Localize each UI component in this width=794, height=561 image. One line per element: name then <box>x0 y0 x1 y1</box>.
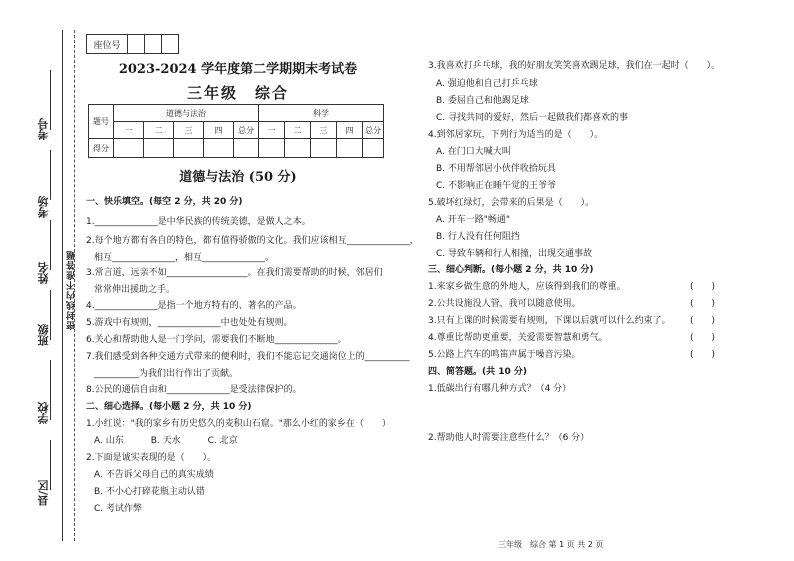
tihao-header: 题号 <box>89 105 114 139</box>
score-cell[interactable] <box>204 139 234 158</box>
seat-digit-box[interactable] <box>128 35 145 54</box>
col-3: 三 <box>174 122 204 139</box>
q2-options: A. 山东 B. 天水 C. 北京 <box>94 436 238 446</box>
q2-item: 2.下面是诚实表现的是（ ）。 <box>86 453 217 463</box>
q2-item: 1.小红说："我的家乡有历史悠久的麦积山石窟。"那么小红的家乡在（ ） <box>86 419 391 429</box>
q1-heading: 一、快乐填空。(每空 2 分，共 20 分) <box>86 197 243 207</box>
seat-number-box <box>86 34 179 54</box>
col-2: 二 <box>144 122 174 139</box>
q2-item: 3.我喜欢打乒乓球，我的好朋友笑笑喜欢踢足球，我们在一起时（ ）。 <box>428 61 721 71</box>
q3-item: 5.公路上汽车的鸣笛声属于噪音污染。 <box>428 350 581 360</box>
q2-option: A. 在门口大喊大叫 <box>436 147 511 157</box>
col-1: 一 <box>259 122 285 139</box>
kaohao-label: 考号 <box>37 118 50 140</box>
banji-label: 班级 <box>37 324 50 346</box>
score-cell[interactable] <box>144 139 174 158</box>
blank-line <box>50 220 51 270</box>
answer-paren[interactable]: ( ) <box>690 299 716 309</box>
q2-option: A. 不告诉父母自己的真实成绩 <box>94 470 214 480</box>
score-cell[interactable] <box>363 139 384 158</box>
q1-item: 6.关心和帮助他人是一门学问，需要我们不断地______________。 <box>86 335 347 345</box>
q2-option: C. 不影响正在睡午觉的王爷爷 <box>436 181 557 191</box>
q2-item: 5.破坏红绿灯，会带来的后果是（ ）。 <box>428 198 595 208</box>
seat-label: 座位号 <box>87 35 128 54</box>
margin-solid-line <box>62 30 63 541</box>
xingming-label: 姓名 <box>37 262 50 284</box>
q2-option: C. 寻找共同的爱好，然后一起做我们都喜欢的事 <box>436 113 629 123</box>
q2-heading: 二、细心选择。(每小题 2 分，共 10 分) <box>86 402 252 412</box>
seat-digit-box[interactable] <box>145 35 162 54</box>
q1-item: 7.我们感受到各种交通方式带来的便利时，我们不能忘记交通岗位上的__________ <box>86 352 410 362</box>
q3-heading: 三、细心判断。(每小题 2 分，共 10 分) <box>428 265 594 275</box>
xuexiao-label: 学校 <box>37 402 50 424</box>
q2-item: 4.到邻居家玩，下列行为适当的是（ ）。 <box>428 130 604 140</box>
seat-digit-box[interactable] <box>162 35 179 54</box>
blank-line <box>50 360 51 420</box>
q2-option: A. 强迫他和自己打乒乓球 <box>436 79 538 89</box>
seal-line-note: 密封线内不准答题 <box>67 250 77 330</box>
q2-option: B. 不用帮邻居小伙伴收拾玩具 <box>436 164 556 174</box>
q2-option: B. 行人没有任何阻挡 <box>436 232 520 242</box>
q1-item: 1.______________是中华民族的传统美德，是做人之本。 <box>86 217 311 227</box>
q1-item: 8.公民的通信自由和______________是受法律保护的。 <box>86 385 302 395</box>
col-total: 总分 <box>234 122 259 139</box>
defen-header: 得分 <box>89 139 114 158</box>
answer-paren[interactable]: ( ) <box>690 316 716 326</box>
q1-item-cont: __________为我们出行作出了贡献。 <box>94 369 239 379</box>
blank-line <box>50 290 51 340</box>
exam-subtitle: 三年级 综合 <box>186 84 289 102</box>
answer-paren[interactable]: ( ) <box>690 282 716 292</box>
q2-option: B. 委屈自己和他踢足球 <box>436 96 529 106</box>
q1-item-cont: 常常伸出援助之手。 <box>94 285 176 295</box>
col-4: 四 <box>337 122 363 139</box>
q4-heading: 四、简答题。(共 10 分) <box>428 367 528 377</box>
q4-item: 2.帮助他人时需要注意些什么？（6 分） <box>428 433 590 443</box>
col-3: 三 <box>311 122 337 139</box>
blank-line <box>50 70 51 130</box>
q2-option: C. 导致车辆和行人相撞，出现交通事故 <box>436 249 593 259</box>
blank-line <box>50 440 51 490</box>
page-footer: 三年级 综合 第 1 页 共 2 页 <box>498 540 604 549</box>
col-4: 四 <box>204 122 234 139</box>
answer-paren[interactable]: ( ) <box>690 350 716 360</box>
q1-item-cont: 相互______________，相互______________。 <box>94 253 275 263</box>
score-table <box>88 104 384 158</box>
q3-item: 4.尊重比帮助更重要，关爱需要智慧和勇气。 <box>428 333 608 343</box>
score-cell[interactable] <box>174 139 204 158</box>
answer-paren[interactable]: ( ) <box>690 333 716 343</box>
col-2: 二 <box>285 122 311 139</box>
q1-item: 3.常言道，远亲不如__________________。在我们需要帮助的时候，邻居们 <box>86 268 383 278</box>
section-title: 道德与法治 (50 分) <box>179 170 297 185</box>
score-cell[interactable] <box>311 139 337 158</box>
q2-option: A. 开车一路"畅通" <box>436 215 510 225</box>
q4-item: 1.低碳出行有哪几种方式？（4 分） <box>428 384 572 394</box>
q1-item: 5.游戏中有规则，______________中也处处有规则。 <box>86 318 293 328</box>
q1-item: 4.______________是指一个地方特有的、著名的产品。 <box>86 301 302 311</box>
score-cell[interactable] <box>337 139 363 158</box>
exam-title: 2023-2024 学年度第二学期期末考试卷 <box>118 62 358 77</box>
score-cell[interactable] <box>234 139 259 158</box>
kexue-header: 科学 <box>259 105 384 122</box>
col-total: 总分 <box>363 122 384 139</box>
q3-item: 1.来家乡做生意的外地人，应该得到我们的尊重。 <box>428 282 626 292</box>
col-1: 一 <box>114 122 144 139</box>
q2-option: B. 不小心打碎花瓶主动认错 <box>94 487 205 497</box>
binding-margin <box>0 0 80 561</box>
q1-item: 2.每个地方都有各自的特色，都有值得骄傲的文化。我们应该相互______________， <box>86 236 419 246</box>
q3-item: 2.公共设施没人管，我可以随意使用。 <box>428 299 581 309</box>
kaochang-label: 考场 <box>37 196 50 218</box>
daode-header: 道德与法治 <box>114 105 259 122</box>
score-cell[interactable] <box>114 139 144 158</box>
xianqu-label: 县/区 <box>37 480 50 507</box>
score-cell[interactable] <box>285 139 311 158</box>
blank-line <box>50 150 51 200</box>
score-cell[interactable] <box>259 139 285 158</box>
q3-item: 3.只有上课的时候需要有规则，下课以后就可以什么约束了。 <box>428 316 671 326</box>
q2-option: C. 考试作弊 <box>94 504 143 514</box>
